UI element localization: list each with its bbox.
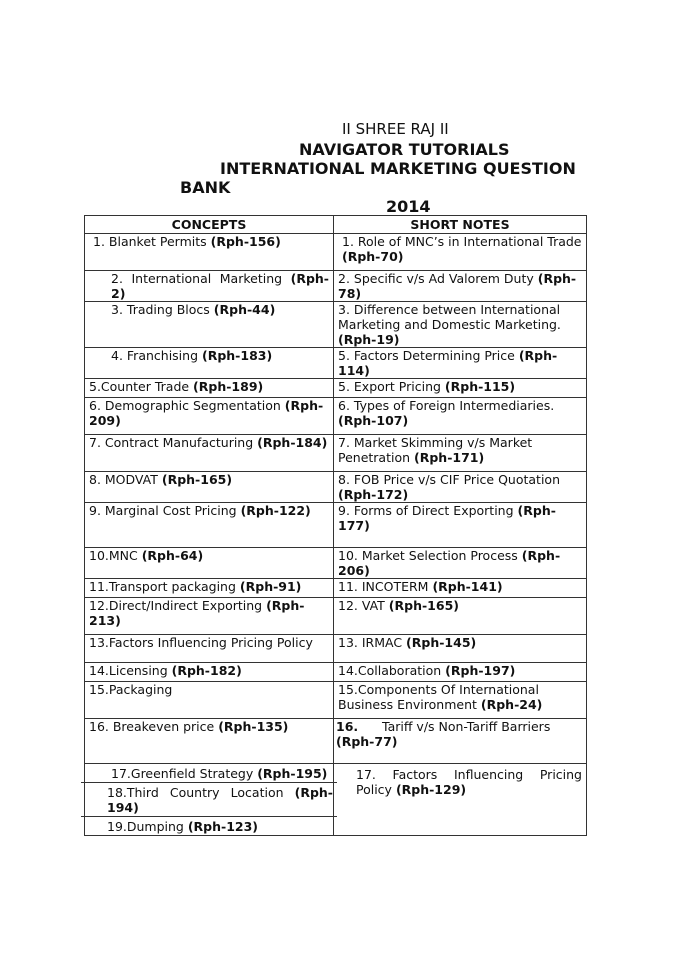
concept-cell: [85, 548, 334, 579]
concept-text: 16. Breakeven price: [89, 719, 219, 734]
note-cell: [334, 398, 587, 435]
concept-ref: (Rph-165): [161, 472, 233, 487]
note-text: 9. Forms of Direct Exporting: [338, 503, 518, 518]
question-bank-table: [84, 215, 587, 836]
table-row: [85, 234, 587, 271]
concept-ref: (Rph-194): [107, 785, 333, 815]
note-ref: (Rph-70): [342, 249, 404, 264]
concept-cell: [85, 682, 334, 719]
concept-cell: [85, 302, 334, 348]
note-cell: [334, 472, 587, 503]
table-row: [85, 271, 587, 302]
table-row: [85, 764, 587, 836]
table-row: [85, 435, 587, 472]
table-row: [85, 635, 587, 663]
note-cell: [334, 503, 587, 548]
note-ref: (Rph-141): [432, 579, 503, 594]
concept-cell: [85, 348, 334, 379]
note-ref: (Rph-115): [444, 379, 516, 394]
concept-ref: (Rph-183): [202, 348, 273, 363]
concept-ref: (Rph-135): [218, 719, 289, 734]
header-title-line-continued: BANK: [180, 178, 231, 197]
table-header-row: [85, 216, 587, 234]
concept-cell-group: [85, 764, 334, 836]
note-ref: (Rph-78): [338, 271, 577, 301]
concept-text: 9. Marginal Cost Pricing: [89, 503, 241, 518]
header-line-shree-raj: II SHREE RAJ II: [342, 120, 449, 138]
concept-subcell: [81, 816, 337, 835]
note-cell: [334, 635, 587, 663]
table-row: [85, 598, 587, 635]
concept-cell: [85, 435, 334, 472]
concept-ref: (Rph-209): [89, 398, 324, 428]
table-row: [85, 719, 587, 764]
note-ref: (Rph-19): [338, 332, 400, 347]
note-ref: (Rph-172): [338, 487, 409, 502]
table-row: [85, 682, 587, 719]
note-number: 16.: [336, 719, 359, 734]
note-text: 10. Market Selection Process: [338, 548, 522, 563]
table-row: [85, 472, 587, 503]
note-ref: (Rph-114): [338, 348, 558, 378]
note-cell: [334, 348, 587, 379]
header-title-line: INTERNATIONAL MARKETING QUESTION: [220, 159, 576, 178]
note-text: 3. Difference between International Marketing and Domestic Marketing.: [338, 302, 561, 332]
note-ref: (Rph-171): [414, 450, 485, 465]
note-text: 17. Factors Influencing Pricing Policy: [356, 767, 582, 797]
concept-cell: [85, 234, 334, 271]
concept-text: 18.Third Country Location: [107, 785, 295, 800]
note-ref: (Rph-129): [395, 782, 467, 797]
table-row: [85, 302, 587, 348]
note-ref: (Rph-145): [406, 635, 477, 650]
concept-ref: (Rph-91): [239, 579, 302, 594]
concept-cell: [85, 379, 334, 398]
concept-cell: [85, 271, 334, 302]
note-text: 7. Market Skimming v/s Market Penetration: [338, 435, 533, 465]
note-cell: [334, 548, 587, 579]
concept-text: 13.Factors Influencing Pricing Policy: [89, 635, 313, 650]
note-cell: [334, 682, 587, 719]
concept-subcell: [85, 764, 333, 782]
note-text: 1. Role of MNC’s in International Trade: [342, 234, 582, 249]
note-cell: [334, 719, 587, 764]
note-ref: (Rph-197): [445, 663, 516, 678]
concept-ref: (Rph-156): [210, 234, 281, 249]
concepts-column-header: CONCEPTS: [85, 216, 334, 234]
concept-cell: [85, 635, 334, 663]
concept-ref: (Rph-2): [111, 271, 329, 301]
note-cell: [334, 379, 587, 398]
table-row: [85, 548, 587, 579]
note-ref: (Rph-206): [338, 548, 561, 578]
note-ref: (Rph-107): [338, 413, 409, 428]
header-year: 2014: [386, 197, 431, 216]
concept-cell: [85, 719, 334, 764]
note-text: Tariff v/s Non-Tariff Barriers: [358, 719, 555, 734]
concept-text: 10.MNC: [89, 548, 142, 563]
table-row: [85, 579, 587, 598]
note-text: 6. Types of Foreign Intermediaries.: [338, 398, 555, 413]
concept-cell: [85, 398, 334, 435]
concept-ref: (Rph-184): [257, 435, 328, 450]
note-cell: [334, 271, 587, 302]
concept-cell: [85, 503, 334, 548]
concept-text: 12.Direct/Indirect Exporting: [89, 598, 267, 613]
concept-subcell: [81, 782, 337, 816]
concept-ref: (Rph-213): [89, 598, 305, 628]
note-text: 15.Components Of International Business Environment: [338, 682, 539, 712]
concept-text: 19.Dumping: [107, 819, 188, 834]
concept-text: 1. Blanket Permits: [93, 234, 211, 249]
concept-text: 11.Transport packaging: [89, 579, 240, 594]
concept-ref: (Rph-123): [187, 819, 259, 834]
note-text: 13. IRMAC: [338, 635, 407, 650]
concept-ref: (Rph-44): [213, 302, 276, 317]
concept-ref: (Rph-182): [171, 663, 242, 678]
concept-ref: (Rph-189): [193, 379, 264, 394]
note-cell: [334, 234, 587, 271]
concept-text: 2. International Marketing: [111, 271, 291, 286]
concept-ref: (Rph-64): [141, 548, 204, 563]
concept-text: 17.Greenfield Strategy: [111, 766, 258, 781]
table-row: [85, 663, 587, 682]
note-text: 8. FOB Price v/s CIF Price Quotation: [338, 472, 560, 487]
header-institute-name: NAVIGATOR TUTORIALS: [299, 140, 510, 159]
concept-cell: [85, 663, 334, 682]
note-text: 11. INCOTERM: [338, 579, 433, 594]
note-cell: [334, 663, 587, 682]
concept-ref: (Rph-195): [257, 766, 328, 781]
note-ref: (Rph-77): [336, 734, 398, 749]
concept-cell: [85, 579, 334, 598]
note-cell: [334, 435, 587, 472]
concept-text: 14.Licensing: [89, 663, 172, 678]
short-notes-column-header: SHORT NOTES: [334, 216, 587, 234]
table-row: [85, 379, 587, 398]
note-cell: [334, 579, 587, 598]
table-row: [85, 348, 587, 379]
concept-ref: (Rph-122): [240, 503, 311, 518]
table-row: [85, 503, 587, 548]
note-text: 5. Factors Determining Price: [338, 348, 519, 363]
concept-text: 8. MODVAT: [89, 472, 162, 487]
concept-cell: [85, 472, 334, 503]
table-row: [85, 398, 587, 435]
concept-text: 7. Contract Manufacturing: [89, 435, 258, 450]
note-ref: (Rph-165): [388, 598, 459, 613]
concept-text: 15.Packaging: [89, 682, 173, 697]
note-cell: [334, 302, 587, 348]
note-cell: [334, 598, 587, 635]
note-cell: [334, 764, 587, 836]
concept-text: 3. Trading Blocs: [111, 302, 214, 317]
note-text: 12. VAT: [338, 598, 389, 613]
note-text: 5. Export Pricing: [338, 379, 445, 394]
note-text: 14.Collaboration: [338, 663, 446, 678]
note-text: 2. Specific v/s Ad Valorem Duty: [338, 271, 538, 286]
concept-cell: [85, 598, 334, 635]
concept-text: 5.Counter Trade: [89, 379, 194, 394]
concept-text: 4. Franchising: [111, 348, 202, 363]
concept-text: 6. Demographic Segmentation: [89, 398, 285, 413]
note-ref: (Rph-177): [338, 503, 556, 533]
note-ref: (Rph-24): [480, 697, 543, 712]
